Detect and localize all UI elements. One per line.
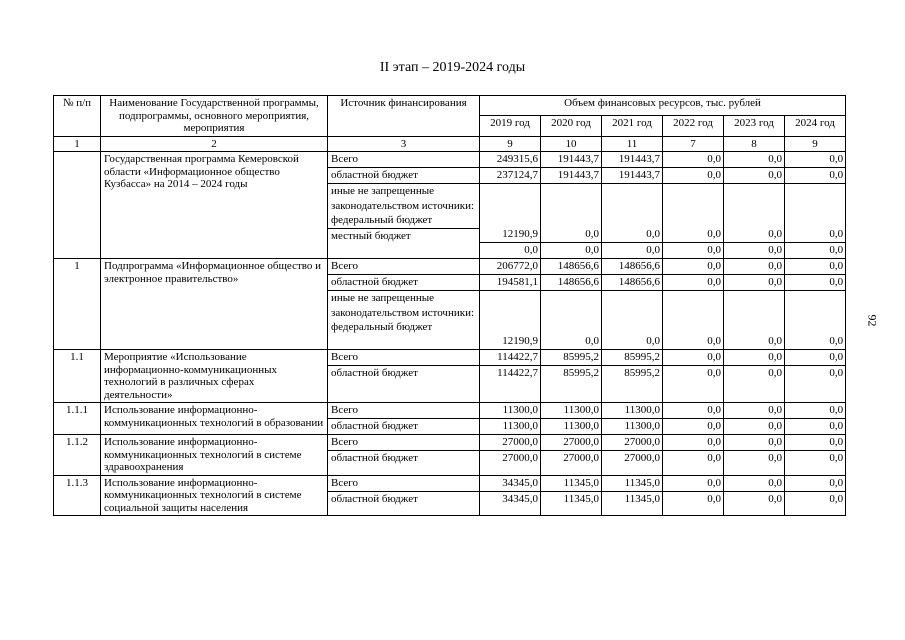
value: 249315,6 — [480, 152, 540, 168]
value-cell — [663, 350, 724, 403]
source-cell — [328, 403, 480, 435]
value: 0,0 — [724, 227, 784, 243]
header-year: 2021 год — [602, 116, 663, 136]
value: 0,0 — [524, 244, 538, 256]
value: 194581,1 — [480, 275, 540, 291]
value: 0,0 — [785, 350, 845, 366]
value: 0,0 — [724, 275, 784, 291]
value: 0,0 — [829, 335, 844, 347]
value-cell — [541, 259, 602, 350]
value: 0,0 — [768, 335, 782, 347]
source-line: областной бюджет — [331, 452, 418, 464]
value-cell — [663, 259, 724, 350]
value: 11345,0 — [602, 476, 662, 492]
value: 191443,7 — [541, 168, 601, 184]
source-line: областной бюджет — [328, 275, 479, 291]
value: 0,0 — [585, 244, 599, 256]
column-number: 9 — [785, 136, 846, 152]
value: 0,0 — [724, 403, 784, 419]
value — [541, 291, 601, 334]
value: 0,0 — [585, 335, 599, 347]
value-cell — [602, 152, 663, 259]
value-cell — [602, 350, 663, 403]
value: 27000,0 — [602, 435, 662, 451]
value: 0,0 — [768, 367, 782, 379]
value: 85995,2 — [624, 367, 660, 379]
source-line: местный бюджет — [331, 230, 411, 242]
value: 0,0 — [707, 367, 721, 379]
column-number-row — [54, 136, 846, 152]
value-cell — [724, 403, 785, 435]
value — [724, 184, 784, 227]
source-line: иные не запрещенные законодательством источники: — [331, 185, 475, 212]
value: 148656,6 — [541, 259, 601, 275]
row-name: Государственная программа Кемеровской области «Информационное общество Кузбасса» на 2014 – 2024 годы — [101, 152, 328, 259]
header-volume: Объем финансовых ресурсов, тыс. рублей — [480, 96, 846, 116]
header-num: № п/п — [54, 96, 101, 137]
value: 11345,0 — [541, 476, 601, 492]
value: 11345,0 — [624, 492, 660, 505]
value-cell — [785, 435, 846, 476]
table-body — [54, 152, 846, 516]
value-cell — [480, 152, 541, 259]
header-year: 2024 год — [785, 116, 846, 136]
value: 0,0 — [785, 435, 845, 451]
value: 11300,0 — [624, 420, 660, 432]
table-row — [54, 435, 846, 476]
header-row — [54, 96, 846, 116]
value: 0,0 — [785, 152, 845, 168]
value: 0,0 — [663, 435, 723, 451]
value: 0,0 — [646, 244, 660, 256]
value: 191443,7 — [602, 168, 662, 184]
source-cell — [328, 259, 480, 350]
value-cell — [724, 152, 785, 259]
value: 0,0 — [663, 259, 723, 275]
value-cell — [785, 152, 846, 259]
value: 148656,6 — [541, 275, 601, 291]
value-cell — [785, 259, 846, 350]
header-year: 2023 год — [724, 116, 785, 136]
source-cell — [328, 475, 480, 516]
value-cell — [602, 475, 663, 516]
value: 0,0 — [707, 335, 721, 347]
value-cell — [663, 475, 724, 516]
value-cell — [724, 435, 785, 476]
value — [541, 184, 601, 227]
value: 27000,0 — [541, 435, 601, 451]
source-line: Всего — [328, 435, 479, 451]
column-number: 3 — [328, 136, 480, 152]
value: 0,0 — [829, 420, 844, 432]
value: 11345,0 — [563, 492, 599, 505]
value-cell — [480, 403, 541, 435]
value — [663, 184, 723, 227]
value: 0,0 — [785, 259, 845, 275]
value: 0,0 — [785, 168, 845, 184]
value: 0,0 — [724, 152, 784, 168]
value — [480, 184, 540, 227]
source-line: Всего — [328, 476, 479, 492]
value: 0,0 — [829, 492, 844, 505]
source-line: областной бюджет — [331, 420, 418, 432]
value-cell — [785, 475, 846, 516]
value: 0,0 — [768, 244, 782, 256]
row-name: Подпрограмма «Информационное общество и электронное правительство» — [101, 259, 328, 350]
table-row — [54, 475, 846, 516]
value: 11300,0 — [502, 420, 538, 432]
column-number: 7 — [663, 136, 724, 152]
value: 12190,9 — [480, 227, 540, 243]
source-line: Всего — [328, 152, 479, 168]
value-cell — [785, 350, 846, 403]
value: 0,0 — [663, 227, 723, 243]
table-row — [54, 259, 846, 350]
value — [602, 184, 662, 227]
value: 0,0 — [785, 403, 845, 419]
page-number: 92 — [865, 314, 880, 327]
value: 0,0 — [663, 350, 723, 366]
row-name: Мероприятие «Использование информационно-коммуникационных технологий в различных сферах деятельности» — [101, 350, 328, 403]
value-cell — [480, 259, 541, 350]
value: 34345,0 — [480, 476, 540, 492]
value-cell — [541, 475, 602, 516]
value: 0,0 — [785, 275, 845, 291]
value-cell — [724, 350, 785, 403]
source-line: Всего — [328, 350, 479, 366]
value-cell — [602, 435, 663, 476]
value: 0,0 — [724, 168, 784, 184]
value: 11300,0 — [541, 403, 601, 419]
value: 0,0 — [707, 244, 721, 256]
column-number: 9 — [480, 136, 541, 152]
value — [785, 291, 845, 334]
value: 148656,6 — [602, 259, 662, 275]
value: 0,0 — [663, 476, 723, 492]
value: 0,0 — [541, 227, 601, 243]
source-cell — [328, 435, 480, 476]
value — [602, 291, 662, 334]
value — [785, 184, 845, 227]
value-cell — [663, 152, 724, 259]
value — [480, 291, 540, 334]
value: 206772,0 — [480, 259, 540, 275]
header-year: 2022 год — [663, 116, 724, 136]
value — [663, 291, 723, 334]
value: 11300,0 — [602, 403, 662, 419]
source-line: иные не запрещенные законодательством источники: — [331, 292, 475, 319]
value-cell — [541, 403, 602, 435]
value: 0,0 — [724, 476, 784, 492]
row-number: 1 — [54, 259, 101, 350]
source-line: областной бюджет — [331, 492, 418, 505]
row-number: 1.1.3 — [54, 475, 101, 516]
value: 27000,0 — [480, 435, 540, 451]
row-number: 1.1.1 — [54, 403, 101, 435]
value: 27000,0 — [563, 452, 599, 464]
value-cell — [724, 475, 785, 516]
value: 114422,7 — [497, 367, 538, 379]
value: 148656,6 — [602, 275, 662, 291]
value: 85995,2 — [541, 350, 601, 366]
row-number — [54, 152, 101, 259]
value-cell — [602, 403, 663, 435]
value-cell — [480, 435, 541, 476]
value: 27000,0 — [502, 452, 538, 464]
value: 0,0 — [768, 492, 782, 505]
value-cell — [541, 435, 602, 476]
value-cell — [480, 475, 541, 516]
table-row — [54, 350, 846, 403]
value: 191443,7 — [602, 152, 662, 168]
header-name: Наименование Государственной программы, подпрограммы, основного мероприятия, мероприятия — [101, 96, 328, 137]
value-cell — [663, 403, 724, 435]
column-number: 2 — [101, 136, 328, 152]
header-year: 2020 год — [541, 116, 602, 136]
value: 191443,7 — [541, 152, 601, 168]
value: 0,0 — [663, 168, 723, 184]
value-cell — [541, 152, 602, 259]
value: 12190,9 — [502, 335, 538, 347]
value: 0,0 — [829, 452, 844, 464]
row-number: 1.1 — [54, 350, 101, 403]
value: 0,0 — [785, 476, 845, 492]
value: 0,0 — [707, 452, 721, 464]
value: 11300,0 — [563, 420, 599, 432]
header-year: 2019 год — [480, 116, 541, 136]
value: 0,0 — [829, 244, 844, 256]
value: 0,0 — [663, 152, 723, 168]
table-row — [54, 403, 846, 435]
header-source: Источник финансирования — [328, 96, 480, 137]
finance-table — [53, 95, 846, 516]
value: 0,0 — [707, 492, 721, 505]
column-number: 11 — [602, 136, 663, 152]
source-line: областной бюджет — [328, 168, 479, 184]
value: 0,0 — [724, 259, 784, 275]
value: 0,0 — [602, 227, 662, 243]
source-cell — [328, 152, 480, 259]
value: 85995,2 — [602, 350, 662, 366]
row-number: 1.1.2 — [54, 435, 101, 476]
value: 0,0 — [707, 420, 721, 432]
value: 0,0 — [724, 350, 784, 366]
page-title: II этап – 2019-2024 годы — [379, 60, 526, 75]
source-line: Всего — [328, 403, 479, 419]
value: 0,0 — [663, 403, 723, 419]
value: 85995,2 — [563, 367, 599, 379]
row-name: Использование информационно-коммуникационных технологий в системе социальной защиты населения — [101, 475, 328, 516]
source-line: Всего — [328, 259, 479, 275]
value-cell — [480, 350, 541, 403]
table-row — [54, 152, 846, 259]
value: 0,0 — [785, 227, 845, 243]
column-number: 8 — [724, 136, 785, 152]
value: 237124,7 — [480, 168, 540, 184]
value: 0,0 — [724, 435, 784, 451]
value — [724, 291, 784, 334]
value-cell — [602, 259, 663, 350]
source-line: областной бюджет — [331, 367, 418, 379]
value-cell — [724, 259, 785, 350]
value: 0,0 — [768, 452, 782, 464]
column-number: 10 — [541, 136, 602, 152]
value: 0,0 — [768, 420, 782, 432]
row-name: Использование информационно-коммуникационных технологий в системе здравоохранения — [101, 435, 328, 476]
row-name: Использование информационно-коммуникационных технологий в образовании — [101, 403, 328, 435]
value-cell — [785, 403, 846, 435]
column-number: 1 — [54, 136, 101, 152]
value: 114422,7 — [480, 350, 540, 366]
source-line: федеральный бюджет — [331, 321, 433, 333]
value: 0,0 — [663, 275, 723, 291]
value-cell — [541, 350, 602, 403]
source-cell — [328, 350, 480, 403]
value-cell — [663, 435, 724, 476]
source-line: федеральный бюджет — [328, 213, 479, 229]
value: 0,0 — [646, 335, 660, 347]
value: 0,0 — [829, 367, 844, 379]
value: 34345,0 — [502, 492, 538, 505]
value: 11300,0 — [480, 403, 540, 419]
value: 27000,0 — [624, 452, 660, 464]
